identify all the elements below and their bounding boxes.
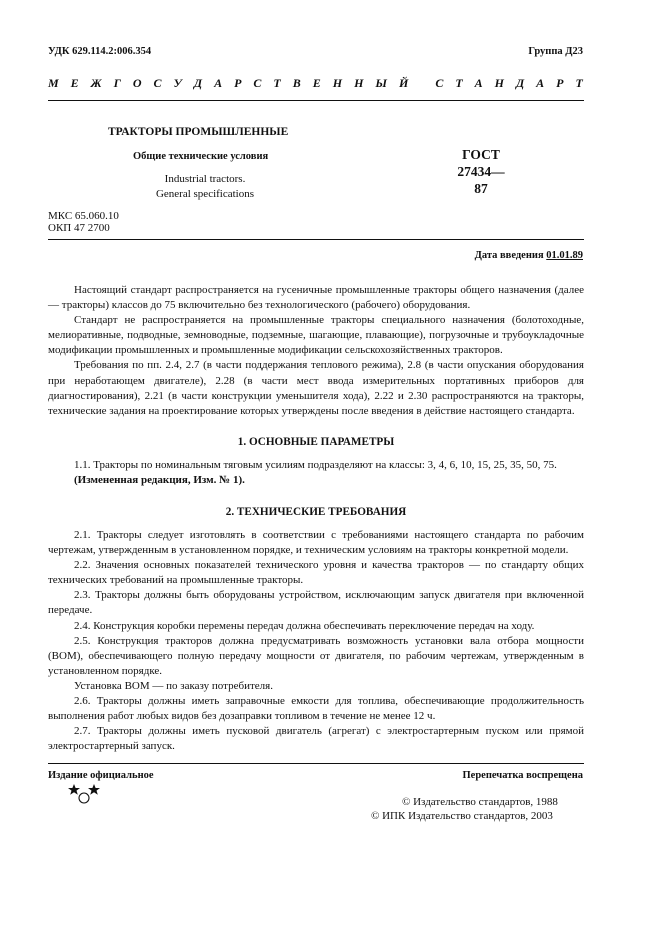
section-2-paragraph-5b: Установка ВОМ — по заказу потребителя. <box>74 679 273 692</box>
section-1-revision-note: (Измененная редакция, Изм. № 1). <box>74 474 245 487</box>
english-title <box>130 172 280 202</box>
banner-letter: У <box>173 76 182 90</box>
banner-letter: А <box>214 76 223 90</box>
introduction-date-value: 01.01.89 <box>546 250 583 261</box>
banner-letter: Д <box>515 76 525 90</box>
section-2-paragraph-7: 2.7. Тракторы должны иметь пусковой двигатель (агрегат) с электростартерным пуском или прямой электростартерный запуск. <box>48 725 584 753</box>
banner-letter: А <box>474 76 483 90</box>
banner-letter: М <box>48 76 59 90</box>
banner-letter: Е <box>70 76 79 90</box>
section-1-paragraph-1: 1.1. Тракторы по номинальным тяговым усилиям подразделяют на классы: 3, 4, 6, 10, 15, 25, 35, 50, 75. <box>74 459 557 471</box>
banner-letter: Т <box>455 76 463 90</box>
section-2-paragraph-6: 2.6. Тракторы должны иметь заправочные емкости для топлива, обеспечивающие продолжительность выполнения работ любых видов без дозаправки топливом в течение не менее 12 ч. <box>48 695 584 723</box>
banner-letter <box>420 76 423 91</box>
introduction-date-label: Дата введения <box>474 250 544 261</box>
udc-code: УДК 629.114.2:006.354 <box>48 46 152 57</box>
banner-letter: Н <box>354 76 364 90</box>
section-2-paragraph-2: 2.2. Значения основных показателей технического уровня и качества тракторов — по стандарту общих технических требований на промышленные тракторы. <box>48 559 584 587</box>
banner-letter: Н <box>494 76 504 90</box>
intro-paragraph-2: Стандарт не распространяется на промышленные тракторы специального назначения (болотоходные, мелиоративные, подводные, земноводные, подземные, шагающие, плавающие), погрузочные и трубоукладочные модификации промышленных и промышленные модификации сельскохозяйственных тракторов. <box>48 314 584 357</box>
okp-code: ОКП 47 2700 <box>48 222 110 234</box>
document-title: ТРАКТОРЫ ПРОМЫШЛЕННЫЕ <box>108 126 289 138</box>
header-rule <box>48 100 584 101</box>
title-rule <box>48 239 584 240</box>
gost-designation <box>451 146 511 197</box>
section-2-heading: 2. ТЕХНИЧЕСКИЕ ТРЕБОВАНИЯ <box>225 506 407 518</box>
section-2-paragraph-3: 2.3. Тракторы должны быть оборудованы устройством, исключающим запуск двигателя при включенной передаче. <box>48 589 584 617</box>
intro-section <box>48 283 584 419</box>
mks-code: МКС 65.060.10 <box>48 210 119 222</box>
banner-letter: В <box>292 76 301 90</box>
section-2-body <box>48 528 584 754</box>
section-2-paragraph-4: 2.4. Конструкция коробки перемены передач должна обеспечивать переключение передач на ходу. <box>74 619 535 632</box>
edition-mark-icon <box>66 781 106 807</box>
banner-letter: С <box>435 76 444 90</box>
banner-letter: Ы <box>375 76 388 90</box>
section-2-paragraph-5: 2.5. Конструкция тракторов должна предусматривать возможность установки вала отбора мощности (ВОМ), обеспечивающего полную передачу мощности от двигателя, по рабочим чертежам, утвержденным в установленном порядке. <box>48 634 584 677</box>
english-title-line1: Industrial tractors. <box>164 173 246 185</box>
gost-number: 27434—87 <box>457 164 505 196</box>
banner-letter: Т <box>575 76 583 90</box>
banner-letter: С <box>253 76 262 90</box>
section-1-body <box>48 458 584 488</box>
group-code: Группа Д23 <box>528 46 583 57</box>
gost-label: ГОСТ <box>462 147 500 162</box>
intro-paragraph-3: Требования по пп. 2.4, 2.7 (в части поддержания теплового режима), 2.8 (в части опускания оборудования при неработающем двигателе), 2.28 (в части мест ввода измерительных портативных приборов для диагностирования), 2.21 (в части конструкции уменьшителя хода), 2.22 и 2.30 распространяются на тракторы, технические задания на проектирование которых утверждены после введения в действие настоящего стандарта. <box>48 359 584 417</box>
banner-letter: С <box>153 76 162 90</box>
banner-letter: Н <box>332 76 343 90</box>
banner-letter: Р <box>556 76 564 90</box>
english-title-line2: General specifications <box>155 188 255 200</box>
introduction-date <box>475 250 583 261</box>
intro-paragraph-1: Настоящий стандарт распространяется на гусеничные промышленные тракторы общего назначения (далее — тракторы) классов до 75 включительно без технологического (рабочего) оборудования. <box>48 284 584 312</box>
standard-type-banner <box>48 76 583 91</box>
banner-letter: Д <box>193 76 203 90</box>
section-2-paragraph-1: 2.1. Тракторы следует изготовлять в соответствии с требованиями настоящего стандарта по рабочим чертежам, утвержденным в установленном порядке, и техническим условиям на тракторы конкретной модели. <box>48 529 584 557</box>
banner-letter: Т <box>273 76 281 90</box>
banner-letter: Е <box>312 76 321 90</box>
banner-letter: Р <box>234 76 242 90</box>
footer-rule <box>48 763 584 764</box>
banner-letter: Г <box>113 76 121 90</box>
official-edition-label: Издание официальное <box>48 770 154 781</box>
section-1-heading: 1. ОСНОВНЫЕ ПАРАМЕТРЫ <box>237 436 395 448</box>
copyright-1988: © Издательство стандартов, 1988 <box>402 796 558 808</box>
document-subtitle: Общие технические условия <box>133 151 269 162</box>
banner-letter: О <box>132 76 142 90</box>
reprint-prohibited-label: Перепечатка воспрещена <box>462 770 583 781</box>
banner-letter: Й <box>399 76 409 90</box>
banner-letter: А <box>536 76 545 90</box>
copyright-2003: © ИПК Издательство стандартов, 2003 <box>371 810 553 822</box>
banner-letter: Ж <box>90 76 102 90</box>
